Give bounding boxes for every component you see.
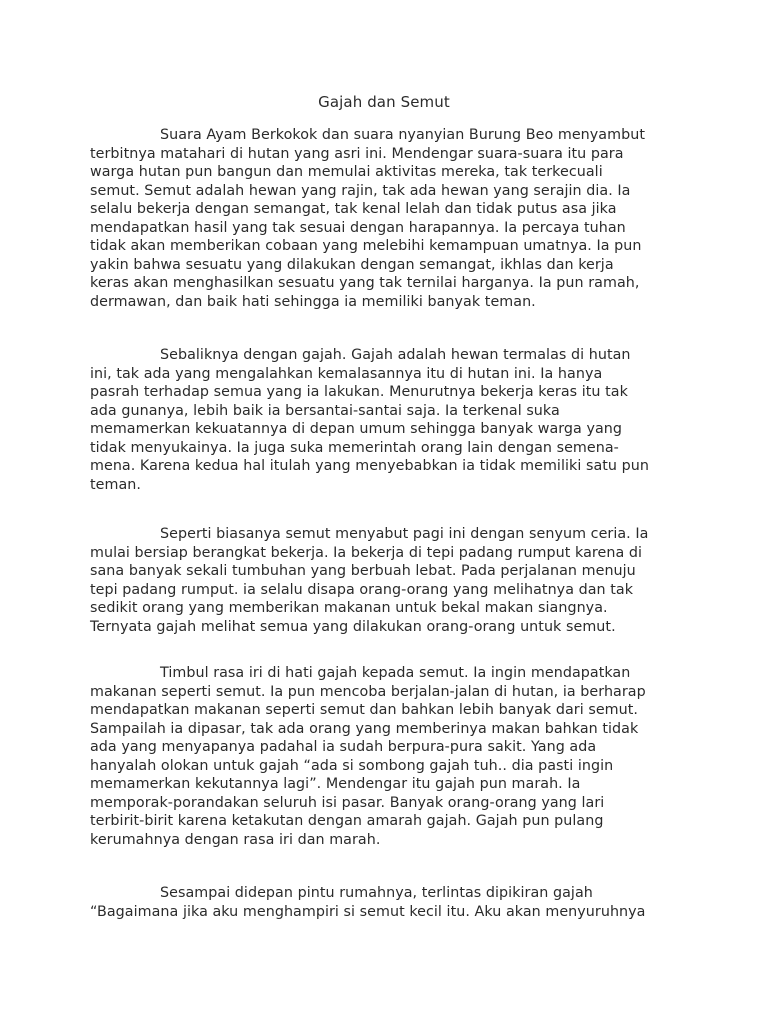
text-line: teman. [90, 476, 141, 493]
text-line: selalu bekerja dengan semangat, tak kenal lelah dan tidak putus asa jika [90, 201, 617, 217]
paragraph-5 [90, 884, 690, 921]
text-line: memporak-porandakan seluruh isi pasar. Banyak orang-orang yang lari [90, 794, 605, 811]
text-line: Sesampai didepan pintu rumahnya, terlintas dipikiran gajah [160, 885, 593, 901]
text-line: Suara Ayam Berkokok dan suara nyanyian Burung Beo menyambut [160, 127, 645, 143]
text-line: hanyalah olokan untuk gajah “ada si sombong gajah tuh.. dia pasti ingin [90, 757, 614, 774]
text-line: Sampailah ia dipasar, tak ada orang yang memberinya makan bahkan tidak [90, 720, 639, 737]
paragraph-4 [90, 664, 690, 849]
text-line: kerumahnya dengan rasa iri dan marah. [90, 831, 381, 848]
text-line: semut. Semut adalah hewan yang rajin, tak ada hewan yang serajin dia. Ia [90, 182, 631, 199]
text-line: sedikit orang yang memberikan makanan untuk bekal makan siangnya. [90, 600, 608, 616]
text-line: Sebaliknya dengan gajah. Gajah adalah hewan termalas di hutan [160, 347, 631, 363]
paragraph-2 [90, 346, 690, 494]
text-line: “Bagaimana jika aku menghampiri si semut kecil itu. Aku akan menyuruhnya [90, 903, 646, 920]
text-line: tidak akan memberikan cobaan yang melebihi kemampuan umatnya. Ia pun [90, 238, 642, 254]
text-line: tepi padang rumput. ia selalu disapa orang-orang yang melihatnya dan tak [90, 581, 634, 598]
text-line: ada yang menyapanya padahal ia sudah berpura-pura sakit. Yang ada [90, 739, 597, 755]
text-line: ini, tak ada yang mengalahkan kemalasannya itu di hutan ini. Ia hanya [90, 365, 603, 382]
text-line: keras akan menghasilkan sesuatu yang tak ternilai harganya. Ia pun ramah, [90, 275, 640, 291]
text-line: mendapatkan makanan seperti semut dan bahkan lebih banyak dari semut. [90, 702, 639, 718]
text-line: mena. Karena kedua hal itulah yang menyebabkan ia tidak memiliki satu pun [90, 458, 649, 474]
text-line: makanan seperti semut. Ia pun mencoba berjalan-jalan di hutan, ia berharap [90, 683, 646, 700]
text-line: pasrah terhadap semua yang ia lakukan. Menurutnya bekerja keras itu tak [90, 384, 628, 400]
text-line: memamerkan kekutannya lagi”. Mendengar itu gajah pun marah. Ia [90, 776, 581, 792]
text-line: ada gunanya, lebih baik ia bersantai-santai saja. Ia terkenal suka [90, 402, 560, 419]
text-line: Timbul rasa iri di hati gajah kepada semut. Ia ingin mendapatkan [160, 665, 631, 681]
paragraph-1 [90, 126, 690, 311]
document-title: Gajah dan Semut [318, 93, 450, 111]
text-line: memamerkan kekuatannya di depan umum sehingga banyak warga yang [90, 421, 623, 437]
text-line: mendapatkan hasil yang tak sesuai dengan harapannya. Ia percaya tuhan [90, 219, 626, 236]
text-line: terbirit-birit karena ketakutan dengan amarah gajah. Gajah pun pulang [90, 813, 604, 829]
text-line: sana banyak sekali tumbuhan yang berbuah lebat. Pada perjalanan menuju [90, 563, 636, 579]
text-line: terbitnya matahari di hutan yang asri ini. Mendengar suara-suara itu para [90, 145, 624, 162]
text-line: dermawan, dan baik hati sehingga ia memiliki banyak teman. [90, 293, 536, 310]
text-line: Seperti biasanya semut menyabut pagi ini dengan senyum ceria. Ia [160, 526, 649, 542]
paragraph-3 [90, 525, 690, 636]
text-line: yakin bahwa sesuatu yang dilakukan dengan semangat, ikhlas dan kerja [90, 256, 614, 273]
text-line: tidak menyukainya. Ia juga suka memerintah orang lain dengan semena- [90, 439, 619, 456]
text-line: Ternyata gajah melihat semua yang dilakukan orang-orang untuk semut. [90, 618, 616, 635]
text-line: warga hutan pun bangun dan memulai aktivitas mereka, tak terkecuali [90, 164, 603, 180]
text-line: mulai bersiap berangkat bekerja. Ia bekerja di tepi padang rumput karena di [90, 544, 643, 561]
